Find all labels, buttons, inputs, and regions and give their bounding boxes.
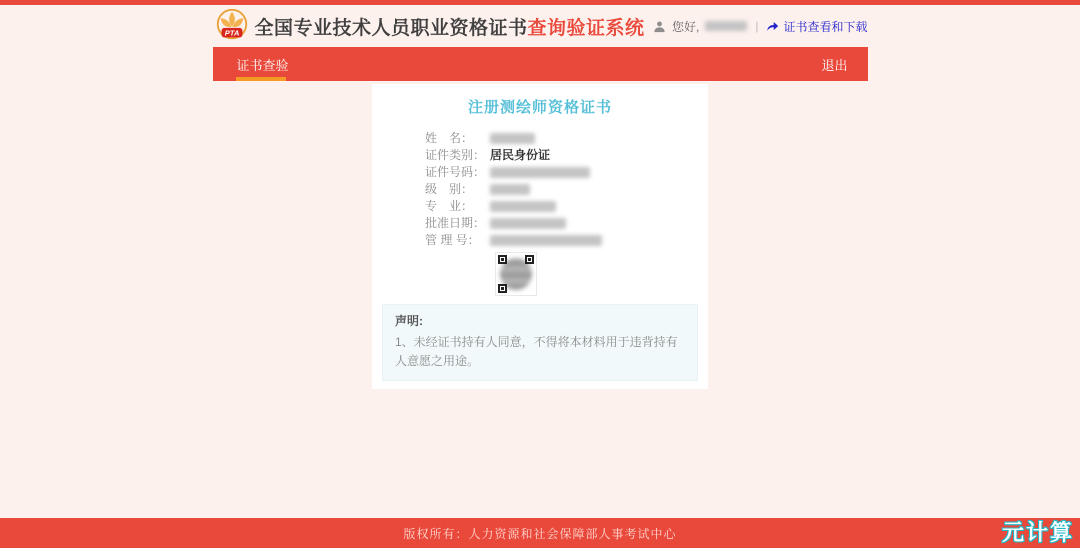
brand (213, 7, 645, 45)
download-link-label: 证书查看和下载 (783, 19, 868, 34)
field-row (425, 130, 708, 147)
declaration-heading: 声明: (395, 314, 423, 328)
declaration-items (395, 333, 685, 371)
app-title (255, 13, 645, 40)
field-row (425, 147, 708, 164)
svg-text:PTA: PTA (224, 28, 239, 38)
declaration-box (382, 304, 698, 381)
field-row (425, 232, 708, 249)
redacted-value (490, 184, 530, 195)
redacted-value (490, 235, 602, 246)
declaration-item: 1、未经证书持有人同意，不得将本材料用于违背持有人意愿之用途。 (395, 335, 678, 369)
redacted-value (490, 167, 590, 178)
username-redacted (705, 21, 747, 31)
field-row (425, 198, 708, 215)
field-label: 批准日期： (425, 216, 486, 230)
field-value: 居民身份证 (490, 148, 551, 162)
watermark-logo: 元计算 (1001, 520, 1074, 545)
logout-button[interactable] (801, 47, 867, 81)
certificate-card (372, 84, 708, 389)
share-forward-icon (766, 20, 779, 32)
pta-logo-icon (213, 7, 251, 45)
redacted-value (490, 201, 556, 212)
qr-code (495, 252, 537, 296)
active-tab-underline (236, 77, 286, 81)
field-row (425, 181, 708, 198)
qr-wrap (372, 252, 708, 296)
app-title-main: 全国专业技术人员职业资格证书 (254, 17, 528, 39)
field-label: 证件号码： (425, 165, 486, 179)
field-label: 级 别： (425, 182, 474, 196)
qr-finder-icon (498, 284, 507, 293)
field-label: 证件类别： (425, 148, 486, 162)
tab-certificate-check[interactable] (213, 47, 313, 81)
greeting-text: 您好, (672, 19, 700, 34)
footer (0, 518, 1080, 548)
field-row (425, 215, 708, 232)
field-row (425, 164, 708, 181)
field-label: 专 业： (425, 199, 474, 213)
redacted-value (490, 218, 566, 229)
user-icon (653, 20, 666, 33)
header (213, 5, 868, 47)
certificate-download-link[interactable] (766, 18, 867, 35)
field-label: 管 理 号： (425, 233, 480, 247)
redacted-value (490, 133, 535, 144)
tab-certificate-check-label: 证书查验 (236, 57, 289, 73)
certificate-title: 注册测绘师资格证书 (467, 99, 612, 116)
nav-bar (213, 47, 868, 81)
logout-label: 退出 (821, 57, 848, 73)
qr-finder-icon (498, 255, 507, 264)
divider: | (755, 19, 759, 33)
app-title-suffix: 查询验证系统 (527, 17, 645, 39)
user-box (653, 18, 867, 35)
certificate-fields (372, 130, 708, 249)
copyright-text: 版权所有：人力资源和社会保障部人事考试中心 (403, 526, 677, 541)
field-label: 姓 名： (425, 131, 474, 145)
qr-finder-icon (525, 255, 534, 264)
